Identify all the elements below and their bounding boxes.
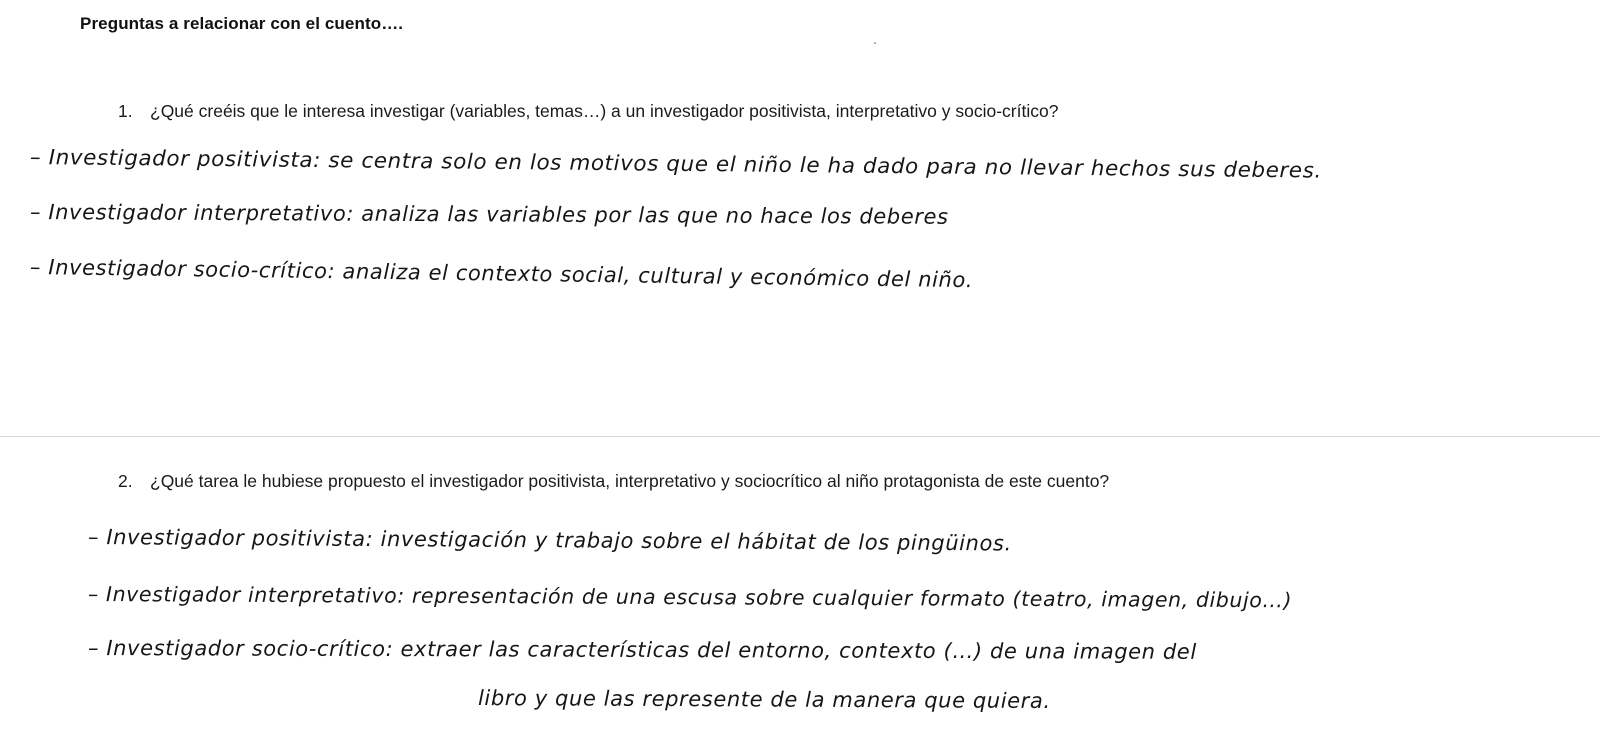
handwritten-answer-1-positivista: – Investigador positivista: se centra solo en los motivos que el niño le ha dado para no llevar hechos sus deberes.: [29, 145, 1322, 183]
paper-speck: [874, 42, 876, 44]
page-fold-divider: [0, 436, 1600, 437]
question-2: [118, 471, 1109, 492]
question-1: [118, 101, 1058, 122]
question-number: 2.: [118, 471, 133, 491]
handwritten-answer-2-socio-critico: – Investigador socio-crítico: extraer las características del entorno, contexto (…) de una imagen del: [87, 636, 1197, 664]
handwritten-answer-2-positivista: – Investigador positivista: investigación y trabajo sobre el hábitat de los pingüinos.: [87, 525, 1012, 556]
handwritten-answer-1-socio-critico: – Investigador socio-crítico: analiza el contexto social, cultural y económico del niño.: [29, 255, 974, 293]
question-text: ¿Qué creéis que le interesa investigar (variables, temas…) a un investigador positivista, interpretativo y socio-crítico?: [150, 101, 1059, 121]
question-text: ¿Qué tarea le hubiese propuesto el investigador positivista, interpretativo y sociocrítico al niño protagonista de este cuento?: [150, 471, 1110, 491]
handwritten-answer-2-socio-critico-continued: libro y que las represente de la manera que quiera.: [477, 686, 1051, 713]
page-title: Preguntas a relacionar con el cuento….: [80, 14, 404, 33]
handwritten-answer-2-interpretativo: – Investigador interpretativo: representación de una escusa sobre cualquier formato (teatro, imagen, dibujo…): [87, 582, 1293, 613]
handwritten-answer-1-interpretativo: – Investigador interpretativo: analiza las variables por las que no hace los deberes: [29, 200, 949, 229]
question-number: 1.: [118, 101, 133, 121]
